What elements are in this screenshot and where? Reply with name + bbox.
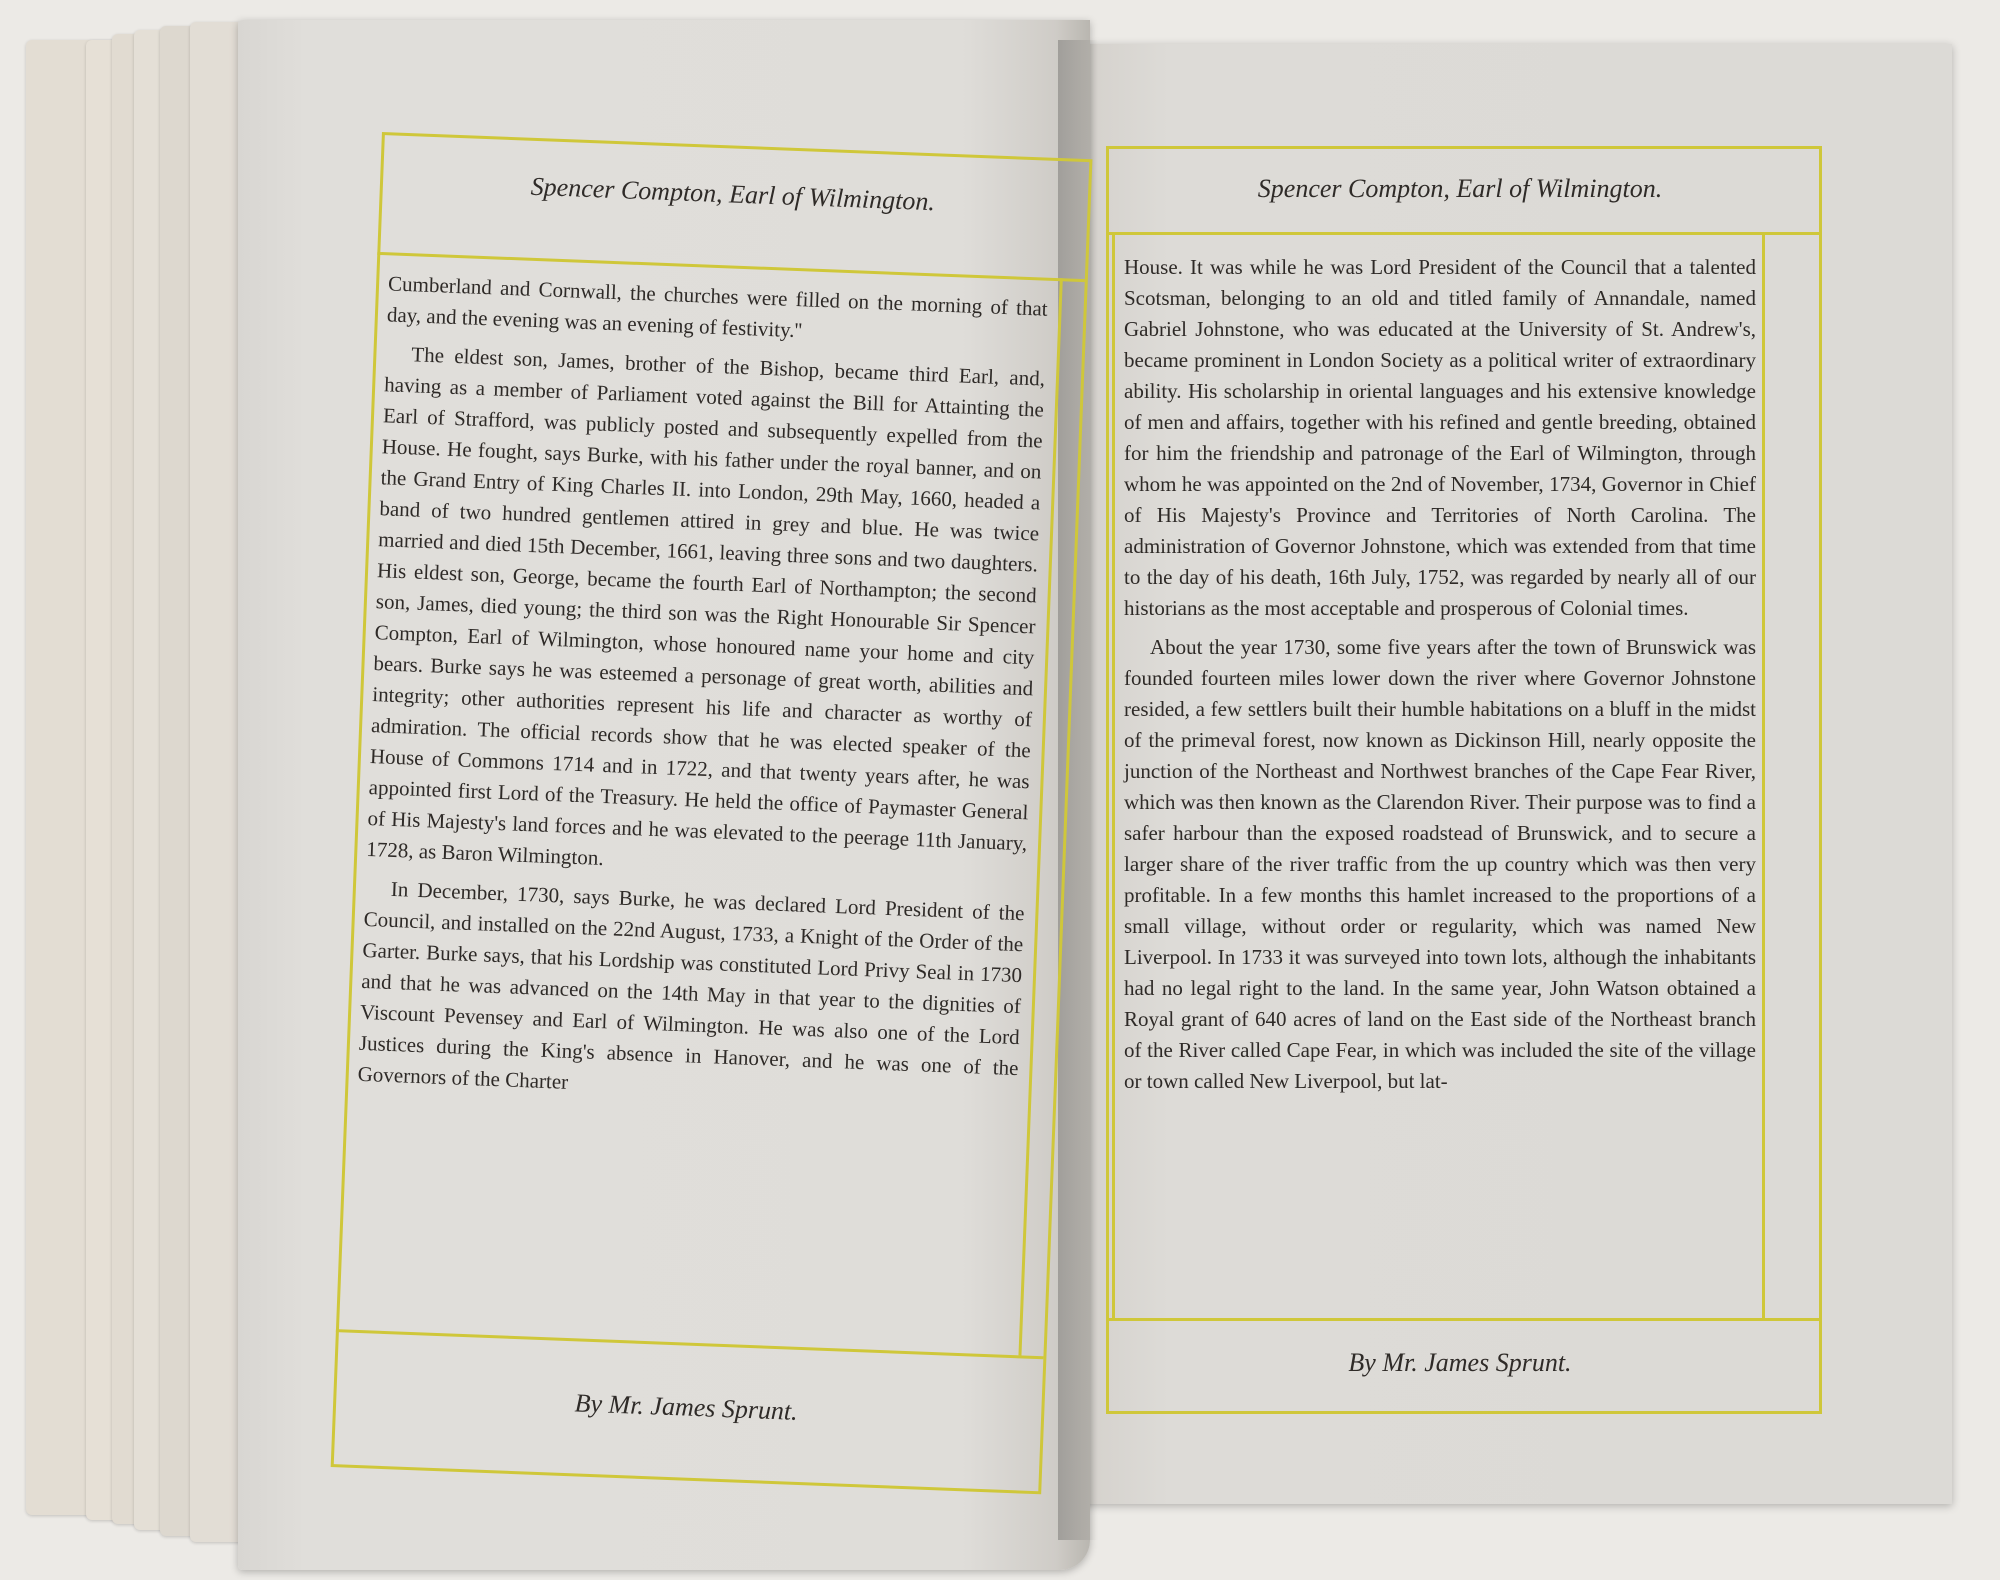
- right-inner-rule-right: [1762, 232, 1765, 1318]
- left-byline: By Mr. James Sprunt.: [574, 1388, 799, 1426]
- right-body-text: [1124, 252, 1756, 1097]
- right-byline: By Mr. James Sprunt.: [1348, 1348, 1572, 1377]
- right-paragraph: About the year 1730, some five years after the town of Brunswick was founded fourteen miles lower down the river where Governor Johnstone resided, a few settlers built their humble habitations on a bluff in the midst of the primeval forest, now known as Dickinson Hill, nearly opposite the junction of the Northeast and Northwest branches of the Cape Fear River, which was then known as the Clarendon River. Their purpose was to find a safer harbour than the exposed roadstead of Brunswick, and to secure a larger share of the river traffic from the up country which was then very profitable. In a few months this hamlet increased to the proportions of a small village, without order or regularity, which was named New Liverpool. In 1733 it was surveyed into town lots, although the inhabitants had no legal right to the land. In the same year, John Watson obtained a Royal grant of 640 acres of land on the East side of the Northeast branch of the River called Cape Fear, in which was included the site of the village or town called New Liverpool, but lat-: [1124, 635, 1756, 1093]
- right-inner-rule-left: [1112, 232, 1115, 1318]
- right-paragraph: House. It was while he was Lord President of the Council that a talented Scotsman, belonging to an old and titled family of Annandale, named Gabriel Johnstone, who was educated at the University of St. Andrew's, became prominent in London Society as a political writer of extraordinary ability. His scholarship in oriental languages and his extensive knowledge of men and affairs, together with his refined and gentle breeding, obtained for him the friendship and patronage of the Earl of Wilmington, through whom he was appointed on the 2nd of November, 1734, Governor in Chief of His Majesty's Province and Territories of North Carolina. The administration of Governor Johnstone, which was extended from that time to the day of his death, 16th July, 1752, was regarded by nearly all of our historians as the most acceptable and prosperous of Colonial times.: [1124, 255, 1756, 620]
- right-head-rule: [1106, 232, 1820, 235]
- left-body-text: [357, 268, 1048, 1115]
- right-running-head: Spencer Compton, Earl of Wilmington.: [1257, 174, 1663, 203]
- right-foot-rule: [1106, 1318, 1820, 1321]
- left-page-content: [279, 130, 1090, 1498]
- left-paragraph: Cumberland and Cornwall, the churches were filled on the morning of that day, and the evening was an evening of festivity.'': [386, 271, 1049, 343]
- left-running-head: Spencer Compton, Earl of Wilmington.: [530, 171, 936, 217]
- left-paragraph: In December, 1730, says Burke, he was declared Lord President of the Council, and installed on the 22nd August, 1733, a Knight of the Order of the Garter. Burke says, that his Lordship was constituted Lord Privy Seal in 1730 and that he was advanced on the 14th May in that year to the dignities of Viscount Pevensey and Earl of Wilmington. He was also one of the Lord Justices during the King's absence in Hanover, and he was one of the Governors of the Charter: [357, 876, 1025, 1094]
- left-paragraph: The eldest son, James, brother of the Bishop, became third Earl, and, having as a member of Parliament voted against the Bill for Attainting the Earl of Strafford, was publicly posted and subsequently expelled from the House. He fought, says Burke, with his father under the royal banner, and on the Grand Entry of King Charles II. into London, 29th May, 1660, headed a band of two hundred gentlemen attired in grey and blue. He was twice married and died 15th December, 1661, leaving three sons and two daughters. His eldest son, George, became the fourth Earl of Northampton; the second son, James, died young; the third son was the Right Honourable Sir Spencer Compton, Earl of Wilmington, whose honoured name your home and city bears. Burke says he was esteemed a personage of great worth, abilities and integrity; other authorities represent his life and character as worthy of admiration. The official records show that he was elected speaker of the House of Commons 1714 and in 1722, and that twenty years after, he was appointed first Lord of the Treasury. He held the office of Paymaster General of His Majesty's land forces and he was elevated to the peerage 11th January, 1728, as Baron Wilmington.: [365, 342, 1046, 871]
